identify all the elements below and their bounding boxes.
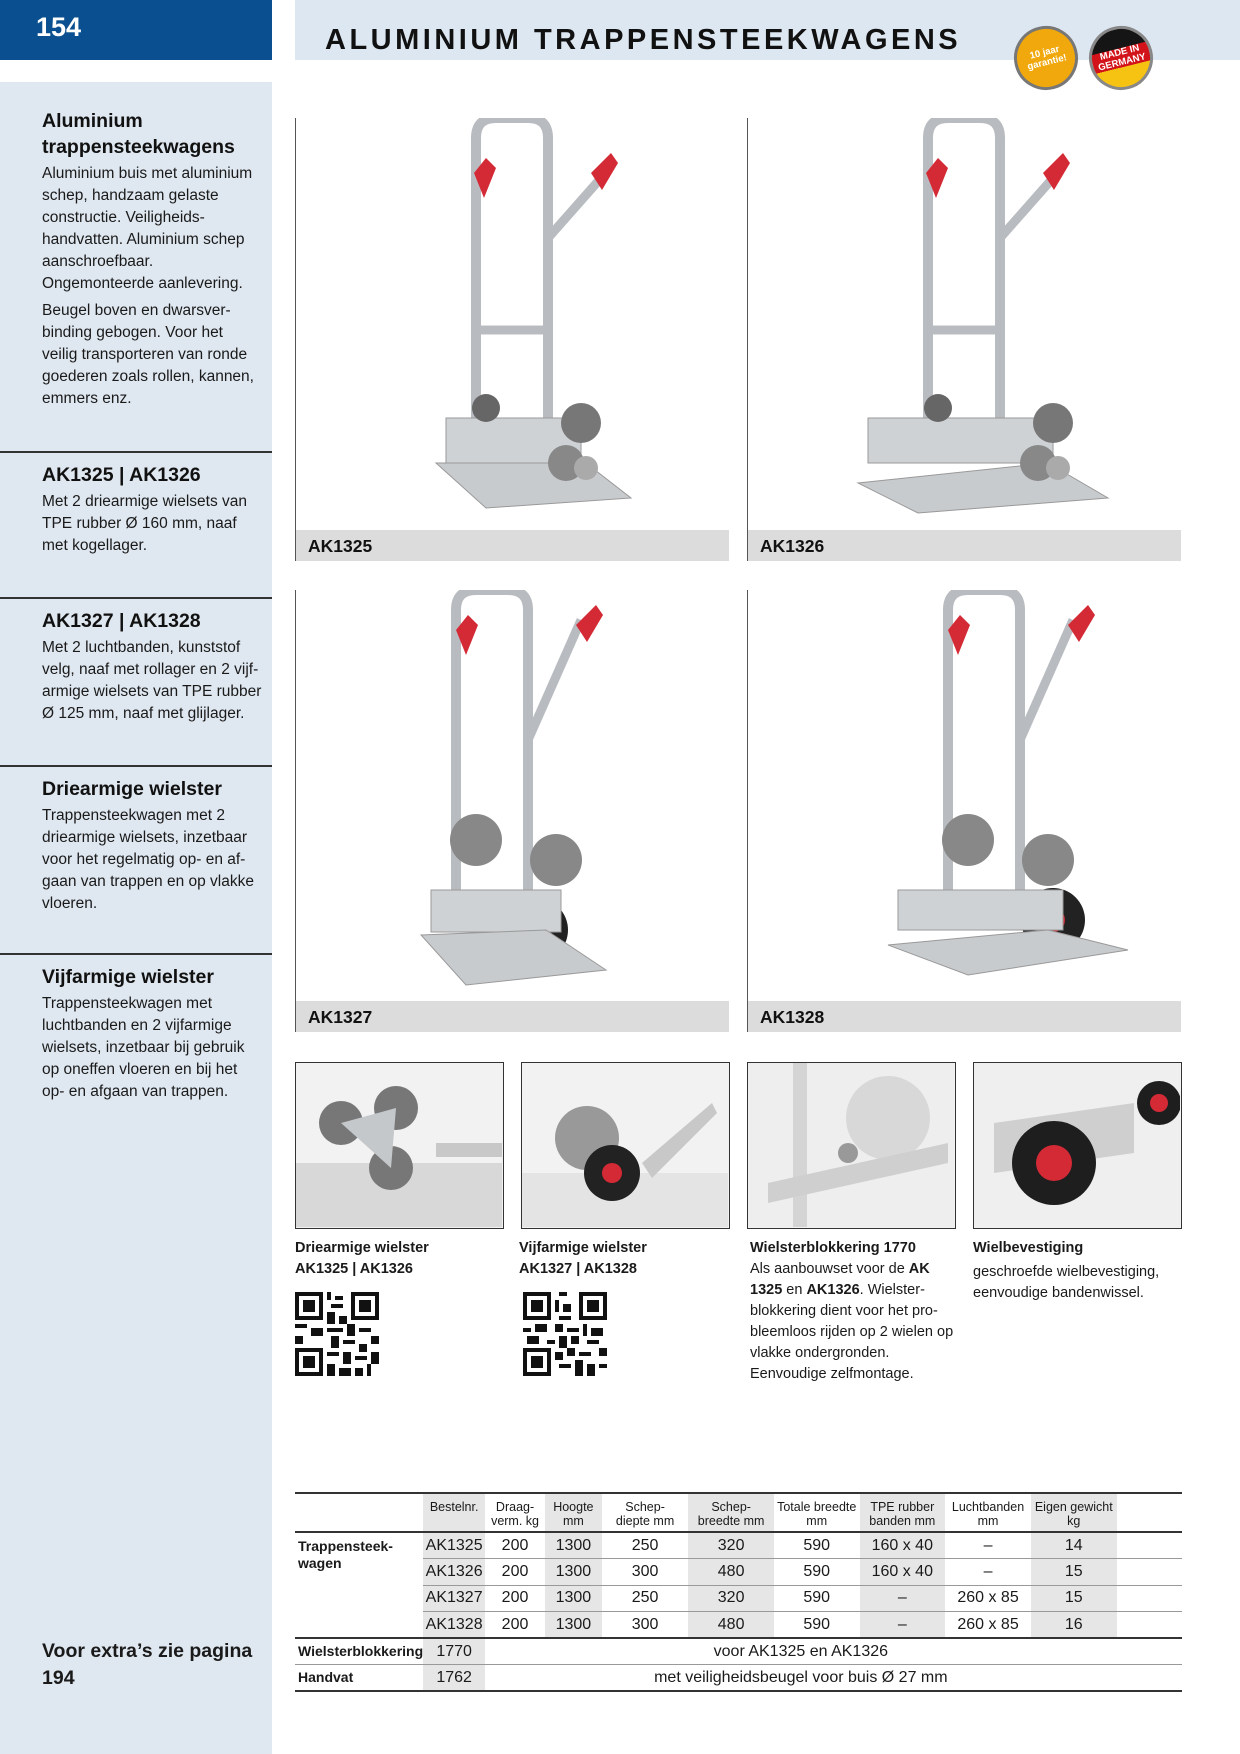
product-label: AK1325 <box>296 530 729 561</box>
table-cell <box>1117 1532 1182 1559</box>
table-cell: 320 <box>688 1585 774 1612</box>
sidebar-heading: Driearmige wielster <box>42 778 222 800</box>
detail-photo-five-arm-wheel <box>521 1062 730 1229</box>
product-photo <box>748 118 1181 530</box>
sidebar-paragraph: Beugel boven en dwarsverbinding gebogen. Voor het veilig transporteren van ronde goederen zoals rollen, kannen, emmers enz. <box>42 302 254 407</box>
table-cell: 480 <box>688 1559 774 1586</box>
product-card <box>295 590 730 1032</box>
product-label: AK1326 <box>748 530 1181 561</box>
product-card <box>295 118 730 561</box>
table-header: Draag- verm. kg <box>485 1493 545 1532</box>
table-cell: AK1326 <box>423 1559 485 1586</box>
table-cell: 200 <box>485 1612 545 1639</box>
product-photo <box>296 590 729 1001</box>
sidebar-paragraph: Met 2 driearmige wielsets van TPE rubber Ø 160 mm, naaf met kogellager. <box>42 493 248 554</box>
table-row <box>295 1585 1182 1612</box>
table-row <box>295 1532 1182 1559</box>
accessory-number: 1770 <box>423 1638 485 1665</box>
product-label: AK1327 <box>296 1001 729 1032</box>
table-header-row <box>295 1493 1182 1532</box>
specifications-table <box>295 1492 1182 1692</box>
hand-truck-image <box>748 590 1181 1001</box>
detail-caption <box>519 1238 739 1280</box>
table-cell: 590 <box>774 1612 860 1639</box>
table-header: Schep- diepte mm <box>602 1493 689 1532</box>
table-cell: 1300 <box>545 1559 602 1586</box>
sidebar-footer: Voor extra’s zie pagina 194 <box>42 1640 253 1689</box>
accessory-note: met veiligheidsbeugel voor buis Ø 27 mm <box>485 1665 1116 1692</box>
sidebar-vijfarmige <box>42 964 262 1103</box>
sidebar-heading: AK1327 | AK1328 <box>42 610 201 632</box>
table-cell: 590 <box>774 1532 860 1559</box>
product-label: AK1328 <box>748 1001 1181 1032</box>
detail-caption <box>295 1238 515 1280</box>
table-cell: 590 <box>774 1559 860 1586</box>
detail-caption-subtitle: AK1325 | AK1326 <box>295 1261 413 1277</box>
wheel-lock-image <box>748 1063 954 1227</box>
table-cell <box>1117 1585 1182 1612</box>
sidebar-heading: Aluminium trappensteekwagens <box>42 110 235 158</box>
hand-truck-image <box>296 118 729 530</box>
table-cell: 250 <box>602 1585 689 1612</box>
table-cell: 320 <box>688 1532 774 1559</box>
table-row <box>295 1638 1182 1665</box>
table-header: Totale breedte mm <box>774 1493 860 1532</box>
table-cell: 200 <box>485 1559 545 1586</box>
table-cell <box>1117 1559 1182 1586</box>
table-row <box>295 1559 1182 1586</box>
detail-caption <box>750 1238 965 1385</box>
row-group-label: Trappensteek- wagen <box>295 1532 423 1638</box>
accessory-label: Handvat <box>295 1665 423 1692</box>
detail-caption-title: Vijfarmige wielster <box>519 1240 647 1256</box>
table-cell: 1300 <box>545 1585 602 1612</box>
table-cell: 200 <box>485 1585 545 1612</box>
table-row <box>295 1665 1182 1692</box>
table-cell: 250 <box>602 1532 689 1559</box>
detail-photo-wheel-lock <box>747 1062 956 1229</box>
detail-caption-text: geschroefde wielbevestiging, eenvoudige bandenwissel. <box>973 1264 1160 1301</box>
table-header: Bestelnr. <box>423 1493 485 1532</box>
table-cell <box>1117 1665 1182 1692</box>
sidebar-ak1325-1326 <box>42 462 262 557</box>
table-header: Hoogte mm <box>545 1493 602 1532</box>
detail-caption <box>973 1238 1173 1304</box>
detail-caption-title: Wielsterblokkering 1770 <box>750 1240 916 1256</box>
detail-caption-subtitle: AK1327 | AK1328 <box>519 1261 637 1277</box>
sidebar-paragraph: Trappensteekwagen met 2 driearmige wielsets, inzetbaar voor het regelmatig op- en afgaan van trappen en op vlakke vloeren. <box>42 807 254 912</box>
product-card <box>747 118 1182 561</box>
detail-photo-three-arm-wheel <box>295 1062 504 1229</box>
table-header: TPE rubber banden mm <box>860 1493 946 1532</box>
table-cell: 160 x 40 <box>860 1532 946 1559</box>
hand-truck-image <box>296 590 729 1001</box>
divider <box>0 953 272 955</box>
detail-caption-text: Als aanbouwset voor de AK 1325 en AK1326. Wielsterblokkering dient voor het probleemloos rijden op 2 wielen op vlakke ondergronden. Eenvoudige zelfmontage. <box>750 1261 954 1382</box>
table-cell: 160 x 40 <box>860 1559 946 1586</box>
sidebar-heading: AK1325 | AK1326 <box>42 464 201 486</box>
page-title: ALUMINIUM TRAPPENSTEEKWAGENS <box>325 24 962 56</box>
divider <box>0 765 272 767</box>
page-number: 154 <box>0 0 272 60</box>
table-header-empty <box>1117 1493 1182 1532</box>
qr-code-icon[interactable] <box>295 1292 379 1376</box>
table-cell: 200 <box>485 1532 545 1559</box>
table-cell: – <box>945 1559 1031 1586</box>
sidebar-ak1327-1328 <box>42 608 262 725</box>
table-header-empty <box>295 1493 423 1532</box>
sidebar-paragraph: Met 2 luchtbanden, kunststof velg, naaf met rollager en 2 vijfarmige wielsets van TPE rubber Ø 125 mm, naaf met glijlager. <box>42 639 262 722</box>
table-cell: – <box>860 1612 946 1639</box>
sidebar-driearmige <box>42 776 262 915</box>
table-header: Eigen gewicht kg <box>1031 1493 1117 1532</box>
table-cell: 16 <box>1031 1612 1117 1639</box>
qr-code-icon[interactable] <box>523 1292 607 1376</box>
divider <box>0 597 272 599</box>
accessory-label: Wielsterblokkering <box>295 1638 423 1665</box>
sidebar-heading: Vijfarmige wielster <box>42 966 214 988</box>
table-cell: 14 <box>1031 1532 1117 1559</box>
table-cell: 1300 <box>545 1612 602 1639</box>
table-cell: AK1328 <box>423 1612 485 1639</box>
table-header: Luchtbanden mm <box>945 1493 1031 1532</box>
warranty-badge-icon: 10 jaar garantie! <box>1007 19 1085 97</box>
table-cell <box>1117 1638 1182 1665</box>
accessory-number: 1762 <box>423 1665 485 1692</box>
table-cell <box>1117 1612 1182 1639</box>
sidebar-intro <box>42 108 262 410</box>
table-cell: 15 <box>1031 1585 1117 1612</box>
sidebar-paragraph: Trappensteekwagen met luchtbanden en 2 vijfarmige wielsets, inzetbaar bij gebruik op oneffen vloeren en bij het op- en afgaan van trappen. <box>42 995 245 1100</box>
table-cell: AK1325 <box>423 1532 485 1559</box>
table-cell: 300 <box>602 1559 689 1586</box>
detail-caption-title: Wielbevestiging <box>973 1240 1084 1256</box>
table-cell: 300 <box>602 1612 689 1639</box>
product-card <box>747 590 1182 1032</box>
wheel-mount-image <box>974 1063 1180 1227</box>
accessory-note: voor AK1325 en AK1326 <box>485 1638 1116 1665</box>
sidebar <box>0 82 272 1754</box>
divider <box>0 451 272 453</box>
table-cell: 1300 <box>545 1532 602 1559</box>
five-arm-wheel-image <box>522 1063 728 1227</box>
made-in-germany-badge-icon: MADE IN GERMANY <box>1082 19 1160 97</box>
table-cell: – <box>860 1585 946 1612</box>
table-row <box>295 1612 1182 1639</box>
table-cell: 590 <box>774 1585 860 1612</box>
table-cell: – <box>945 1532 1031 1559</box>
table-cell: 15 <box>1031 1559 1117 1586</box>
table-cell: 260 x 85 <box>945 1612 1031 1639</box>
detail-caption-title: Driearmige wielster <box>295 1240 429 1256</box>
hand-truck-image <box>748 118 1181 530</box>
table-cell: 480 <box>688 1612 774 1639</box>
product-photo <box>748 590 1181 1001</box>
table-cell: AK1327 <box>423 1585 485 1612</box>
table-header: Schep- breedte mm <box>688 1493 774 1532</box>
table-cell: 260 x 85 <box>945 1585 1031 1612</box>
detail-photo-wheel-mount <box>973 1062 1182 1229</box>
product-photo <box>296 118 729 530</box>
sidebar-paragraph: Aluminium buis met aluminium schep, handzaam gelaste constructie. Veiligheidshandvatten. Aluminium schep aanschroefbaar. Ongemonteerde aanlevering. <box>42 165 253 292</box>
three-arm-wheel-image <box>296 1063 502 1227</box>
